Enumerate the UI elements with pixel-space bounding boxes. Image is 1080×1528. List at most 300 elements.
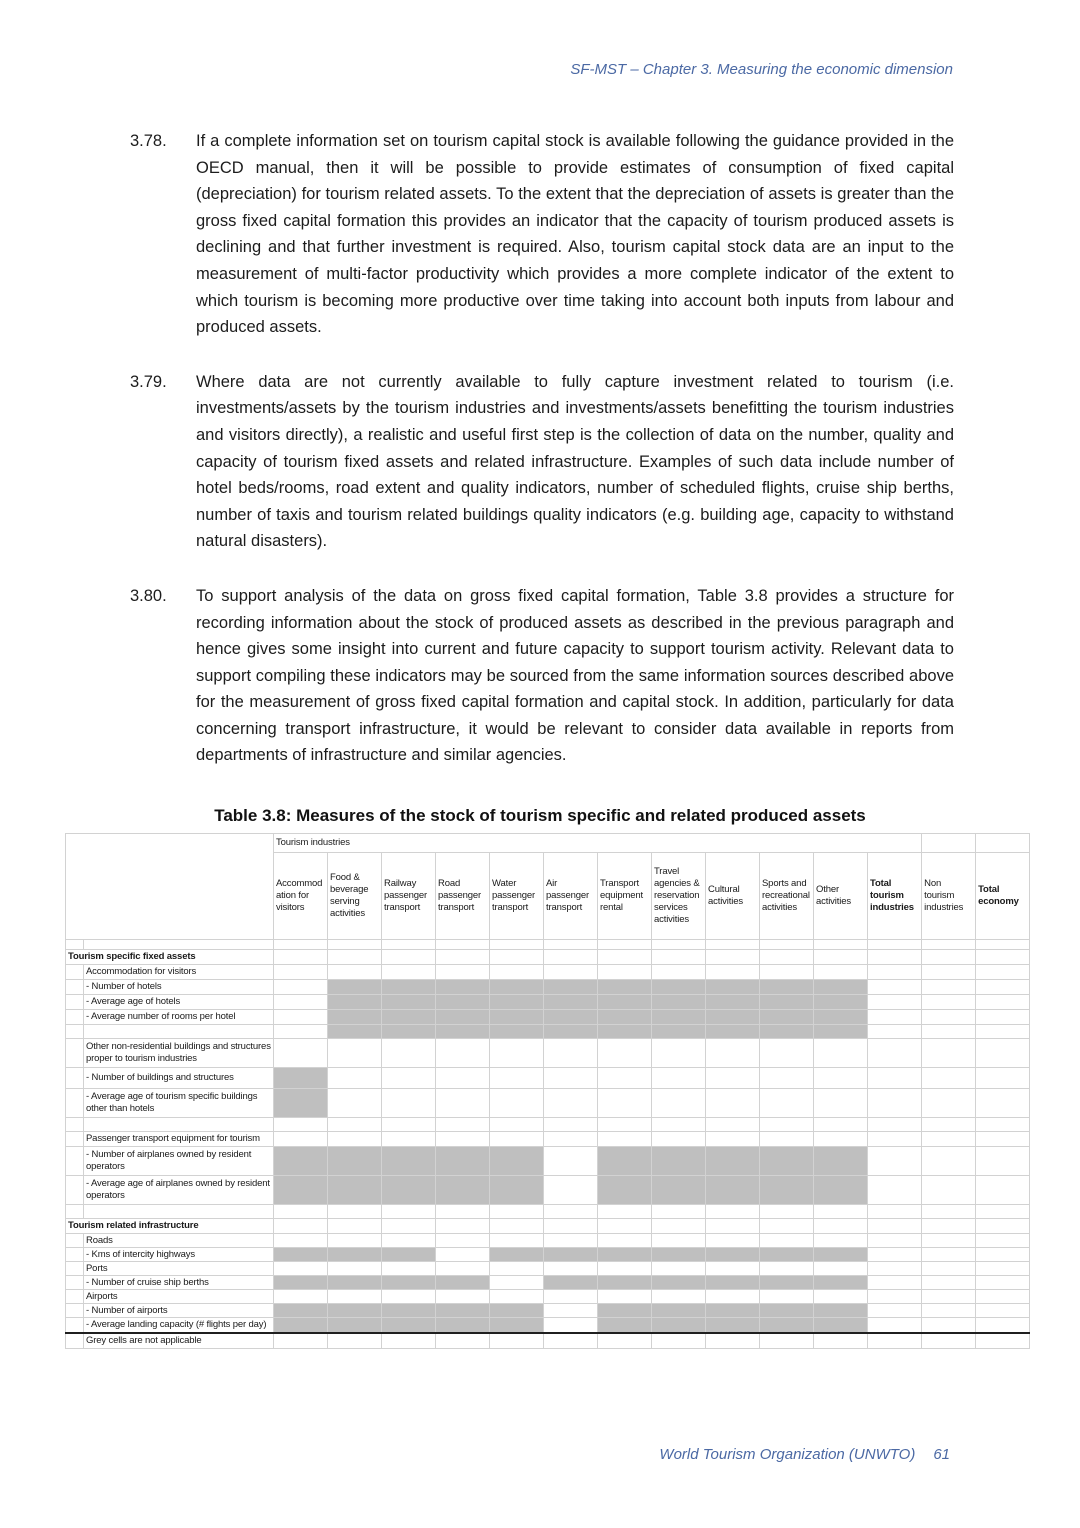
header-spacer-cell <box>976 834 1030 853</box>
table-cell <box>490 1262 544 1276</box>
table-cell <box>598 980 652 995</box>
table-cell <box>976 1025 1030 1039</box>
column-header: Cultural activities <box>706 853 760 940</box>
table-cell <box>544 1039 598 1068</box>
table-cell <box>544 1118 598 1132</box>
table-row <box>66 1010 1030 1025</box>
section-label: Tourism related infrastructure <box>66 1219 274 1234</box>
indent-cell <box>66 1010 84 1025</box>
table-cell <box>274 1010 328 1025</box>
indent-cell <box>66 1147 84 1176</box>
table-cell <box>598 1118 652 1132</box>
table-cell <box>436 1290 490 1304</box>
table-cell <box>490 995 544 1010</box>
table-cell <box>328 1068 382 1089</box>
table-cell <box>490 1089 544 1118</box>
table-cell <box>436 1025 490 1039</box>
row-label: Passenger transport equipment for tourism <box>84 1132 274 1147</box>
table-cell <box>382 1276 436 1290</box>
table-cell <box>544 995 598 1010</box>
table-cell <box>328 1039 382 1068</box>
table-row <box>66 940 1030 950</box>
table-cell <box>328 1205 382 1219</box>
table-cell <box>598 1039 652 1068</box>
column-header: Accommod ation for visitors <box>274 853 328 940</box>
table-cell <box>382 1219 436 1234</box>
table-row <box>66 1132 1030 1147</box>
table-cell <box>922 1276 976 1290</box>
paragraph-number: 3.79. <box>130 372 167 391</box>
table-row <box>66 1304 1030 1318</box>
paragraph-3-80 <box>130 583 954 769</box>
page-number: 61 <box>933 1446 950 1463</box>
table-cell <box>868 1262 922 1276</box>
table-cell <box>706 1205 760 1219</box>
table-cell <box>706 1068 760 1089</box>
table-cell <box>598 940 652 950</box>
row-label: - Average age of tourism specific buildings other than hotels <box>84 1089 274 1118</box>
table-cell <box>490 1010 544 1025</box>
table-cell <box>490 1039 544 1068</box>
column-header: Total tourism industries <box>868 853 922 940</box>
table-row <box>66 995 1030 1010</box>
table-cell <box>274 950 328 965</box>
row-label <box>84 1118 274 1132</box>
table-cell <box>328 950 382 965</box>
table-cell <box>706 1089 760 1118</box>
table-cell <box>868 1276 922 1290</box>
table-cell <box>598 1205 652 1219</box>
table-cell <box>760 1290 814 1304</box>
table-cell <box>922 1132 976 1147</box>
table-cell <box>490 1118 544 1132</box>
table-cell <box>598 1276 652 1290</box>
table-cell <box>328 1010 382 1025</box>
table-cell <box>382 1205 436 1219</box>
table-row <box>66 1248 1030 1262</box>
table-cell <box>652 1205 706 1219</box>
table-cell <box>868 1333 922 1349</box>
table-cell <box>544 1290 598 1304</box>
table-cell <box>706 1039 760 1068</box>
table-cell <box>706 1276 760 1290</box>
column-header: Non tourism industries <box>922 853 976 940</box>
table-cell <box>760 1010 814 1025</box>
table-cell <box>706 1147 760 1176</box>
table-cell <box>490 980 544 995</box>
indent-cell <box>66 1262 84 1276</box>
table-cell <box>868 1025 922 1039</box>
table-cell <box>598 1089 652 1118</box>
table-cell <box>436 1118 490 1132</box>
table-cell <box>544 1089 598 1118</box>
table-cell <box>490 940 544 950</box>
table-cell <box>382 1234 436 1248</box>
table-cell <box>598 1248 652 1262</box>
table-cell <box>922 1318 976 1334</box>
table-cell <box>976 1234 1030 1248</box>
table-cell <box>436 1068 490 1089</box>
paragraph-3-78 <box>130 128 954 341</box>
table-cell <box>652 980 706 995</box>
table-cell <box>976 940 1030 950</box>
table-cell <box>922 1068 976 1089</box>
table-cell <box>490 1304 544 1318</box>
table-cell <box>274 1039 328 1068</box>
table-cell <box>814 1318 868 1334</box>
table-cell <box>922 1176 976 1205</box>
table-cell <box>868 1290 922 1304</box>
table-cell <box>814 1176 868 1205</box>
table-cell <box>544 1234 598 1248</box>
indent-cell <box>66 940 84 950</box>
table-cell <box>274 1147 328 1176</box>
table-cell <box>328 1118 382 1132</box>
table-row <box>66 1318 1030 1334</box>
table-cell <box>814 1068 868 1089</box>
table-cell <box>652 1318 706 1334</box>
table-cell <box>382 1089 436 1118</box>
indent-cell <box>66 980 84 995</box>
table-row <box>66 1333 1030 1349</box>
table-cell <box>652 1118 706 1132</box>
column-header: Railway passenger transport <box>382 853 436 940</box>
table-cell <box>382 980 436 995</box>
table-cell <box>760 1089 814 1118</box>
table-cell <box>382 1262 436 1276</box>
row-label: Other non-residential buildings and structures proper to tourism industries <box>84 1039 274 1068</box>
table-cell <box>706 1176 760 1205</box>
row-label: - Number of airplanes owned by resident operators <box>84 1147 274 1176</box>
table-cell <box>598 965 652 980</box>
table-cell <box>436 950 490 965</box>
table-row <box>66 1205 1030 1219</box>
table-cell <box>976 1304 1030 1318</box>
table-cell <box>706 1248 760 1262</box>
table-cell <box>814 1290 868 1304</box>
row-label <box>84 940 274 950</box>
table-cell <box>274 1176 328 1205</box>
table-cell <box>706 1262 760 1276</box>
indent-cell <box>66 1089 84 1118</box>
page-footer <box>659 1446 950 1463</box>
table-cell <box>868 1089 922 1118</box>
table-cell <box>328 1248 382 1262</box>
table-cell <box>490 1333 544 1349</box>
table-cell <box>868 1068 922 1089</box>
table-cell <box>652 1234 706 1248</box>
table-cell <box>976 1068 1030 1089</box>
table-cell <box>382 1318 436 1334</box>
table-cell <box>868 1147 922 1176</box>
table-cell <box>922 1010 976 1025</box>
table-cell <box>976 1132 1030 1147</box>
table-row <box>66 1234 1030 1248</box>
table-cell <box>598 1318 652 1334</box>
table-cell <box>922 1025 976 1039</box>
table-cell <box>436 1248 490 1262</box>
table-cell <box>868 950 922 965</box>
table-cell <box>382 1290 436 1304</box>
table-cell <box>814 1304 868 1318</box>
column-header: Road passenger transport <box>436 853 490 940</box>
table-cell <box>436 1276 490 1290</box>
table-cell <box>976 1333 1030 1349</box>
indent-cell <box>66 1248 84 1262</box>
table-cell <box>652 965 706 980</box>
table-cell <box>436 1333 490 1349</box>
table-cell <box>652 1132 706 1147</box>
indent-cell <box>66 1132 84 1147</box>
table-cell <box>922 950 976 965</box>
running-header: SF-MST – Chapter 3. Measuring the economic dimension <box>570 61 953 78</box>
table-cell <box>652 1262 706 1276</box>
table-cell <box>814 1039 868 1068</box>
column-header: Total economy <box>976 853 1030 940</box>
table-row <box>66 965 1030 980</box>
table-cell <box>814 1248 868 1262</box>
table-cell <box>598 1333 652 1349</box>
table-cell <box>490 1025 544 1039</box>
table-cell <box>544 980 598 995</box>
table-cell <box>814 1118 868 1132</box>
row-label <box>84 1205 274 1219</box>
table-cell <box>328 1147 382 1176</box>
row-label: - Average landing capacity (# flights per day) <box>84 1318 274 1334</box>
table-cell <box>922 1333 976 1349</box>
table-cell <box>760 1219 814 1234</box>
row-label: Accommodation for visitors <box>84 965 274 980</box>
table-cell <box>814 1025 868 1039</box>
table-cell <box>328 1089 382 1118</box>
table-cell <box>976 995 1030 1010</box>
table-cell <box>976 1010 1030 1025</box>
table-cell <box>490 1132 544 1147</box>
table-row <box>66 1118 1030 1132</box>
table-cell <box>868 995 922 1010</box>
table-cell <box>976 1039 1030 1068</box>
table-cell <box>490 1276 544 1290</box>
table-cell <box>598 1176 652 1205</box>
table-cell <box>652 950 706 965</box>
table-cell <box>922 1290 976 1304</box>
table-cell <box>652 1276 706 1290</box>
table-cell <box>976 980 1030 995</box>
table-cell <box>706 995 760 1010</box>
table-cell <box>382 965 436 980</box>
table-note: Grey cells are not applicable <box>84 1333 274 1349</box>
table-cell <box>760 1262 814 1276</box>
table-cell <box>814 940 868 950</box>
header-spacer-cell <box>922 834 976 853</box>
column-header: Air passenger transport <box>544 853 598 940</box>
table-row <box>66 950 1030 965</box>
table-cell <box>436 1147 490 1176</box>
table-cell <box>976 1262 1030 1276</box>
table-cell <box>328 1262 382 1276</box>
table-cell <box>868 980 922 995</box>
indent-cell <box>66 965 84 980</box>
table-cell <box>382 1176 436 1205</box>
table-cell <box>328 1304 382 1318</box>
table-cell <box>868 1039 922 1068</box>
table-cell <box>274 1234 328 1248</box>
column-header: Other activities <box>814 853 868 940</box>
indent-cell <box>66 1068 84 1089</box>
column-header: Food & beverage serving activities <box>328 853 382 940</box>
table-cell <box>274 1304 328 1318</box>
indent-cell <box>66 1176 84 1205</box>
table-cell <box>652 995 706 1010</box>
table-cell <box>706 965 760 980</box>
table-cell <box>598 1304 652 1318</box>
table-cell <box>922 1248 976 1262</box>
group-header-tourism-industries: Tourism industries <box>274 834 922 853</box>
row-label: - Kms of intercity highways <box>84 1248 274 1262</box>
table-cell <box>436 940 490 950</box>
table-cell <box>274 1025 328 1039</box>
table-cell <box>760 950 814 965</box>
table-row <box>66 1219 1030 1234</box>
indent-cell <box>66 1333 84 1349</box>
row-label: - Average number of rooms per hotel <box>84 1010 274 1025</box>
paragraph-number: 3.80. <box>130 586 167 605</box>
table-cell <box>544 1025 598 1039</box>
table-cell <box>598 950 652 965</box>
column-header: Travel agencies & reservation services activities <box>652 853 706 940</box>
table-cell <box>814 1333 868 1349</box>
table-row <box>66 1176 1030 1205</box>
table-cell <box>544 1132 598 1147</box>
table-cell <box>544 1147 598 1176</box>
table-cell <box>382 1010 436 1025</box>
column-header: Water passenger transport <box>490 853 544 940</box>
table-row <box>66 1068 1030 1089</box>
table-cell <box>706 1333 760 1349</box>
paragraph-text: If a complete information set on tourism capital stock is available following the guidance provided in the OECD manual, then it will be possible to provide estimates of consumption of fixed capital (depreciation) for tourism related assets. To the extent that the depreciation of assets is greater than the gross fixed capital formation this provides an indicator that the capacity of tourism produced assets is declining and that further investment is required. Also, tourism capital stock data are an input to the measurement of multi-factor productivity which provides a more complete indicator of the extent to which tourism is becoming more productive over time taking into account both inputs from labour and produced assets. <box>196 132 954 337</box>
column-header: Sports and recreational activities <box>760 853 814 940</box>
table-cell <box>490 1219 544 1234</box>
table-cell <box>382 1248 436 1262</box>
table-cell <box>274 1205 328 1219</box>
table-cell <box>652 1147 706 1176</box>
table-cell <box>760 965 814 980</box>
table-cell <box>868 1234 922 1248</box>
table-cell <box>976 1276 1030 1290</box>
table-cell <box>544 965 598 980</box>
table-cell <box>544 950 598 965</box>
table-cell <box>922 1234 976 1248</box>
table-cell <box>652 1290 706 1304</box>
table-cell <box>814 1010 868 1025</box>
indent-cell <box>66 1118 84 1132</box>
table-cell <box>598 1068 652 1089</box>
table-cell <box>328 1333 382 1349</box>
paragraph-text: Where data are not currently available to fully capture investment related to tourism (i.e. investments/assets by the tourism industries and investments/assets benefitting the tourism industries and visitors directly), a realistic and useful first step is the collection of data on the number, quality and capacity of tourism fixed assets and related infrastructure. Examples of such data include number of hotel beds/rooms, road extent and quality indicators, number of scheduled flights, cruise ship berths, number of taxis and tourism related buildings quality indicators (e.g. building age, capacity to withstand natural disasters). <box>196 372 954 551</box>
table-cell <box>382 1333 436 1349</box>
table-cell <box>868 1318 922 1334</box>
table-row <box>66 1089 1030 1118</box>
paragraph-number: 3.78. <box>130 132 167 150</box>
table-cell <box>382 1068 436 1089</box>
table-cell <box>976 1118 1030 1132</box>
table-cell <box>814 980 868 995</box>
row-label: - Number of cruise ship berths <box>84 1276 274 1290</box>
table-cell <box>706 1132 760 1147</box>
table-cell <box>490 950 544 965</box>
table-cell <box>706 940 760 950</box>
table-cell <box>868 1205 922 1219</box>
table-cell <box>814 1262 868 1276</box>
table-cell <box>274 1290 328 1304</box>
table-cell <box>274 980 328 995</box>
section-label: Tourism specific fixed assets <box>66 950 274 965</box>
table-cell <box>868 1248 922 1262</box>
indent-cell <box>66 1276 84 1290</box>
row-label: - Average age of hotels <box>84 995 274 1010</box>
table-cell <box>598 1262 652 1276</box>
table-cell <box>544 940 598 950</box>
table-cell <box>868 1176 922 1205</box>
table-cell <box>274 1089 328 1118</box>
table-cell <box>382 1025 436 1039</box>
table-cell <box>976 1248 1030 1262</box>
table-cell <box>436 1304 490 1318</box>
table-cell <box>328 965 382 980</box>
table-cell <box>490 1318 544 1334</box>
table-cell <box>868 1219 922 1234</box>
table-cell <box>436 980 490 995</box>
table-cell <box>490 1176 544 1205</box>
table-cell <box>976 1318 1030 1334</box>
table-cell <box>274 965 328 980</box>
table-cell <box>598 1147 652 1176</box>
table-cell <box>976 1205 1030 1219</box>
table-cell <box>976 1176 1030 1205</box>
paragraph-3-79 <box>130 369 954 555</box>
table-row <box>66 1025 1030 1039</box>
table-cell <box>490 1068 544 1089</box>
table-row <box>66 1039 1030 1068</box>
table-cell <box>652 1333 706 1349</box>
row-label: Roads <box>84 1234 274 1248</box>
table-cell <box>706 1010 760 1025</box>
table-cell <box>976 1290 1030 1304</box>
table-cell <box>706 950 760 965</box>
table-cell <box>760 1304 814 1318</box>
table-cell <box>652 1176 706 1205</box>
table-row <box>66 1290 1030 1304</box>
table-cell <box>922 1205 976 1219</box>
table-cell <box>436 1176 490 1205</box>
table-cell <box>760 1248 814 1262</box>
table-cell <box>706 980 760 995</box>
table-cell <box>760 1147 814 1176</box>
table-cell <box>328 1318 382 1334</box>
table-cell <box>706 1290 760 1304</box>
table-cell <box>490 1248 544 1262</box>
table-cell <box>598 1025 652 1039</box>
table-cell <box>328 980 382 995</box>
table-cell <box>382 995 436 1010</box>
table-cell <box>598 1010 652 1025</box>
table-cell <box>274 1276 328 1290</box>
table-cell <box>274 1118 328 1132</box>
table-cell <box>544 1333 598 1349</box>
table-cell <box>544 1219 598 1234</box>
table-cell <box>868 1132 922 1147</box>
table-cell <box>976 1089 1030 1118</box>
